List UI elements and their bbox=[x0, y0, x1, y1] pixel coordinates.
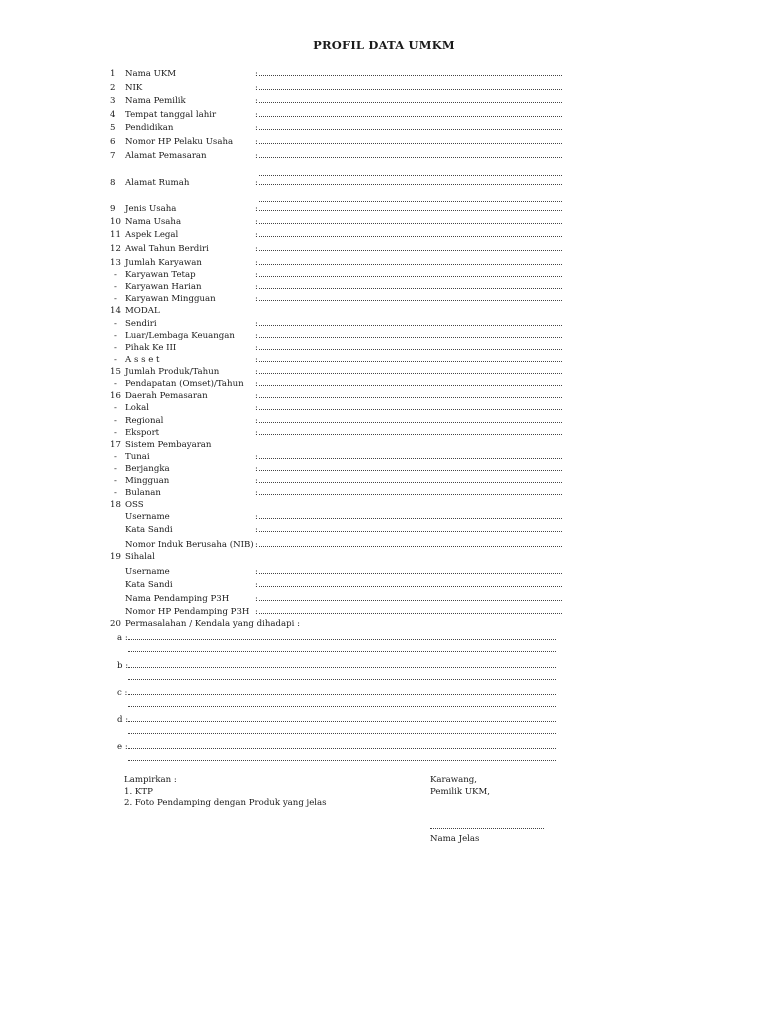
field-label: Pendidikan bbox=[125, 123, 174, 133]
field-number: 17 bbox=[110, 440, 121, 450]
field-number: 15 bbox=[110, 367, 121, 377]
field-label: Awal Tahun Berdiri bbox=[125, 244, 209, 254]
field-input-line[interactable] bbox=[259, 397, 562, 398]
form-field-row bbox=[110, 579, 570, 591]
field-input-line[interactable] bbox=[259, 518, 562, 519]
field-input-line[interactable] bbox=[259, 349, 562, 350]
field-number: 4 bbox=[110, 110, 116, 120]
form-field-row bbox=[110, 427, 570, 439]
field-input-line[interactable] bbox=[259, 223, 562, 224]
field-input-line[interactable] bbox=[259, 129, 562, 130]
form-field-row bbox=[110, 216, 570, 228]
problem-input-line[interactable] bbox=[128, 639, 556, 640]
problem-row bbox=[117, 660, 562, 672]
field-label: Pihak Ke III bbox=[125, 343, 177, 353]
field-colon: : bbox=[255, 594, 258, 604]
field-number: 6 bbox=[110, 137, 116, 147]
field-input-line[interactable] bbox=[259, 373, 562, 374]
field-continuation-line[interactable] bbox=[259, 201, 562, 202]
field-label: Nomor HP Pelaku Usaha bbox=[125, 137, 234, 147]
field-number: 11 bbox=[110, 230, 121, 240]
field-input-line[interactable] bbox=[259, 264, 562, 265]
field-number: - bbox=[114, 416, 117, 426]
field-label: Karyawan Tetap bbox=[125, 270, 196, 280]
attachments-block bbox=[124, 775, 327, 810]
field-label: Jumlah Produk/Tahun bbox=[125, 367, 220, 377]
field-label: Pendapatan (Omset)/Tahun bbox=[125, 379, 244, 389]
field-number: - bbox=[114, 355, 117, 365]
field-input-line[interactable] bbox=[259, 276, 562, 277]
field-colon: : bbox=[255, 123, 258, 133]
field-label: Karyawan Mingguan bbox=[125, 294, 216, 304]
form-field-row bbox=[110, 257, 570, 269]
field-label: Lokal bbox=[125, 403, 149, 413]
problem-continuation-line[interactable] bbox=[128, 706, 556, 707]
problem-row bbox=[117, 741, 562, 753]
field-colon: : bbox=[255, 607, 258, 617]
attachment-item: 1. KTP bbox=[124, 786, 153, 797]
form-field-row bbox=[110, 82, 570, 94]
form-field-row bbox=[110, 68, 570, 80]
problem-row bbox=[117, 687, 562, 699]
field-label: Kata Sandi bbox=[125, 580, 173, 590]
field-number: - bbox=[114, 403, 117, 413]
field-colon: : bbox=[255, 428, 258, 438]
field-label: Mingguan bbox=[125, 476, 170, 486]
form-field-row bbox=[110, 439, 570, 451]
field-input-line[interactable] bbox=[259, 573, 562, 574]
field-label: A s s e t bbox=[125, 355, 160, 365]
form-field-row bbox=[110, 281, 570, 293]
form-field-row bbox=[110, 318, 570, 330]
signature-line[interactable] bbox=[430, 828, 544, 829]
form-field-row bbox=[110, 109, 570, 121]
field-colon: : bbox=[255, 476, 258, 486]
field-number: 9 bbox=[110, 204, 116, 214]
form-field-row bbox=[110, 463, 570, 475]
field-colon: : bbox=[255, 464, 258, 474]
field-label: Aspek Legal bbox=[125, 230, 179, 240]
field-colon: : bbox=[255, 355, 258, 365]
problem-row bbox=[117, 714, 562, 726]
problem-label: b : bbox=[117, 661, 129, 671]
field-label: Tempat tanggal lahir bbox=[125, 110, 217, 120]
field-continuation-line[interactable] bbox=[259, 175, 562, 176]
problem-continuation-line[interactable] bbox=[128, 651, 556, 652]
field-number: 14 bbox=[110, 306, 121, 316]
field-colon: : bbox=[255, 178, 258, 188]
field-label: Karyawan Harian bbox=[125, 282, 202, 292]
form-field-row bbox=[110, 378, 570, 390]
field-input-line[interactable] bbox=[259, 337, 562, 338]
field-number: 18 bbox=[110, 500, 121, 510]
field-input-line[interactable] bbox=[259, 409, 562, 410]
problem-row bbox=[117, 632, 562, 644]
field-input-line[interactable] bbox=[259, 494, 562, 495]
field-number: - bbox=[114, 476, 117, 486]
field-number: - bbox=[114, 452, 117, 462]
form-field-row bbox=[110, 593, 570, 605]
problem-continuation-line[interactable] bbox=[128, 679, 556, 680]
field-label: Alamat Rumah bbox=[125, 178, 190, 188]
field-input-line[interactable] bbox=[259, 613, 562, 614]
form-field-row bbox=[110, 354, 570, 366]
field-label: Daerah Pemasaran bbox=[125, 391, 208, 401]
field-label: Regional bbox=[125, 416, 164, 426]
field-colon: : bbox=[255, 294, 258, 304]
problem-continuation-line[interactable] bbox=[128, 760, 556, 761]
field-colon: : bbox=[255, 204, 258, 214]
field-label: Nama Usaha bbox=[125, 217, 182, 227]
field-number: - bbox=[114, 464, 117, 474]
form-field-row bbox=[110, 150, 570, 162]
form-field-row bbox=[110, 499, 570, 511]
problem-continuation-line[interactable] bbox=[128, 733, 556, 734]
field-colon: : bbox=[255, 343, 258, 353]
field-colon: : bbox=[255, 217, 258, 227]
form-field-row bbox=[110, 390, 570, 402]
form-field-row bbox=[110, 305, 570, 317]
form-field-row bbox=[110, 566, 570, 578]
field-number: 12 bbox=[110, 244, 121, 254]
problem-label: d : bbox=[117, 715, 129, 725]
field-number: 1 bbox=[110, 69, 116, 79]
field-input-line[interactable] bbox=[259, 89, 562, 90]
field-colon: : bbox=[255, 319, 258, 329]
field-input-line[interactable] bbox=[259, 288, 562, 289]
form-field-row bbox=[110, 415, 570, 427]
field-number: 7 bbox=[110, 151, 116, 161]
field-label: NIK bbox=[125, 83, 143, 93]
form-field-row bbox=[110, 511, 570, 523]
field-number: - bbox=[114, 270, 117, 280]
field-number: 8 bbox=[110, 178, 116, 188]
form-field-row bbox=[110, 342, 570, 354]
form-field-row bbox=[110, 330, 570, 342]
form-field-row bbox=[110, 475, 570, 487]
field-input-line[interactable] bbox=[259, 143, 562, 144]
field-input-line[interactable] bbox=[259, 482, 562, 483]
field-number: 13 bbox=[110, 258, 121, 268]
field-input-line[interactable] bbox=[259, 546, 562, 547]
field-colon: : bbox=[255, 416, 258, 426]
attachments-heading: Lampirkan : bbox=[124, 775, 177, 785]
field-label: Sistem Pembayaran bbox=[125, 440, 212, 450]
field-colon: : bbox=[255, 137, 258, 147]
field-colon: : bbox=[255, 403, 258, 413]
field-input-line[interactable] bbox=[259, 325, 562, 326]
form-field-row bbox=[110, 122, 570, 134]
field-label: Nama Pemilik bbox=[125, 96, 186, 106]
field-colon: : bbox=[255, 258, 258, 268]
attachment-item: 2. Foto Pendamping dengan Produk yang jelas bbox=[124, 798, 327, 808]
field-number: 3 bbox=[110, 96, 116, 106]
form-field-row bbox=[110, 177, 570, 189]
form-field-row bbox=[110, 269, 570, 281]
field-label: Jumlah Karyawan bbox=[125, 258, 202, 268]
field-label: Jenis Usaha bbox=[125, 204, 177, 214]
field-colon: : bbox=[255, 331, 258, 341]
field-number: - bbox=[114, 331, 117, 341]
field-label: Nomor HP Pendamping P3H bbox=[125, 607, 250, 617]
field-label: OSS bbox=[125, 500, 144, 510]
problem-label: e : bbox=[117, 742, 128, 752]
signature-place: Karawang, bbox=[430, 775, 478, 785]
form-field-row bbox=[110, 402, 570, 414]
signature-role: Pemilik UKM, bbox=[430, 786, 491, 797]
field-input-line[interactable] bbox=[259, 470, 562, 471]
form-field-row bbox=[110, 551, 570, 563]
form-field-row bbox=[110, 606, 570, 618]
field-input-line[interactable] bbox=[259, 586, 562, 587]
form-field-row bbox=[110, 229, 570, 241]
form-field-row bbox=[110, 524, 570, 536]
field-colon: : bbox=[255, 525, 258, 535]
field-colon: : bbox=[255, 282, 258, 292]
field-number: 16 bbox=[110, 391, 121, 401]
field-number: - bbox=[114, 294, 117, 304]
form-field-row bbox=[110, 487, 570, 499]
field-colon: : bbox=[255, 69, 258, 79]
form-field-row bbox=[110, 293, 570, 305]
field-colon: : bbox=[255, 540, 258, 550]
field-label: Sendiri bbox=[125, 319, 157, 329]
field-label: Sihalal bbox=[125, 552, 155, 562]
problem-input-line[interactable] bbox=[128, 748, 556, 749]
field-label: Permasalahan / Kendala yang dihadapi : bbox=[125, 619, 301, 629]
form-field-row bbox=[110, 95, 570, 107]
problem-label: c : bbox=[117, 688, 128, 698]
field-input-line[interactable] bbox=[259, 157, 562, 158]
field-number: - bbox=[114, 319, 117, 329]
field-number: - bbox=[114, 488, 117, 498]
field-colon: : bbox=[255, 580, 258, 590]
signature-name-label: Nama Jelas bbox=[430, 834, 480, 844]
problem-input-line[interactable] bbox=[128, 667, 556, 668]
field-input-line[interactable] bbox=[259, 422, 562, 423]
field-label: Nomor Induk Berusaha (NIB) bbox=[125, 540, 254, 550]
field-label: Berjangka bbox=[125, 464, 170, 474]
field-input-line[interactable] bbox=[259, 531, 562, 532]
field-colon: : bbox=[255, 367, 258, 377]
problem-input-line[interactable] bbox=[128, 694, 556, 695]
field-colon: : bbox=[255, 110, 258, 120]
field-colon: : bbox=[255, 83, 258, 93]
field-label: Nama Pendamping P3H bbox=[125, 594, 230, 604]
field-number: 2 bbox=[110, 83, 116, 93]
field-label: Nama UKM bbox=[125, 69, 177, 79]
field-label: Kata Sandi bbox=[125, 525, 173, 535]
form-field-row bbox=[110, 451, 570, 463]
field-input-line[interactable] bbox=[259, 102, 562, 103]
field-label: Eksport bbox=[125, 428, 160, 438]
field-colon: : bbox=[255, 488, 258, 498]
field-input-line[interactable] bbox=[259, 184, 562, 185]
field-colon: : bbox=[255, 96, 258, 106]
field-label: Tunai bbox=[125, 452, 150, 462]
field-input-line[interactable] bbox=[259, 458, 562, 459]
field-colon: : bbox=[255, 151, 258, 161]
field-number: 5 bbox=[110, 123, 116, 133]
field-number: - bbox=[114, 343, 117, 353]
form-field-row bbox=[110, 618, 570, 630]
field-colon: : bbox=[255, 391, 258, 401]
field-number: 19 bbox=[110, 552, 121, 562]
field-colon: : bbox=[255, 567, 258, 577]
field-label: MODAL bbox=[125, 306, 160, 316]
field-input-line[interactable] bbox=[259, 300, 562, 301]
field-input-line[interactable] bbox=[259, 385, 562, 386]
field-number: 10 bbox=[110, 217, 121, 227]
form-field-row bbox=[110, 539, 570, 551]
field-colon: : bbox=[255, 379, 258, 389]
field-label: Bulanan bbox=[125, 488, 161, 498]
field-colon: : bbox=[255, 244, 258, 254]
page-title: PROFIL DATA UMKM bbox=[313, 38, 455, 52]
field-number: - bbox=[114, 379, 117, 389]
field-label: Username bbox=[125, 512, 170, 522]
field-input-line[interactable] bbox=[259, 236, 562, 237]
field-input-line[interactable] bbox=[259, 434, 562, 435]
field-label: Luar/Lembaga Keuangan bbox=[125, 331, 235, 341]
field-colon: : bbox=[255, 512, 258, 522]
field-input-line[interactable] bbox=[259, 210, 562, 211]
form-field-row bbox=[110, 203, 570, 215]
field-label: Alamat Pemasaran bbox=[125, 151, 207, 161]
field-colon: : bbox=[255, 270, 258, 280]
field-colon: : bbox=[255, 230, 258, 240]
problem-input-line[interactable] bbox=[128, 721, 556, 722]
field-input-line[interactable] bbox=[259, 75, 562, 76]
field-input-line[interactable] bbox=[259, 250, 562, 251]
problem-label: a : bbox=[117, 633, 128, 643]
form-field-row bbox=[110, 366, 570, 378]
form-field-row bbox=[110, 136, 570, 148]
field-label: Username bbox=[125, 567, 170, 577]
field-number: - bbox=[114, 428, 117, 438]
field-input-line[interactable] bbox=[259, 361, 562, 362]
form-field-row bbox=[110, 243, 570, 255]
field-colon: : bbox=[255, 452, 258, 462]
field-number: 20 bbox=[110, 619, 121, 629]
signature-block bbox=[430, 775, 490, 798]
field-input-line[interactable] bbox=[259, 600, 562, 601]
field-input-line[interactable] bbox=[259, 116, 562, 117]
field-number: - bbox=[114, 282, 117, 292]
